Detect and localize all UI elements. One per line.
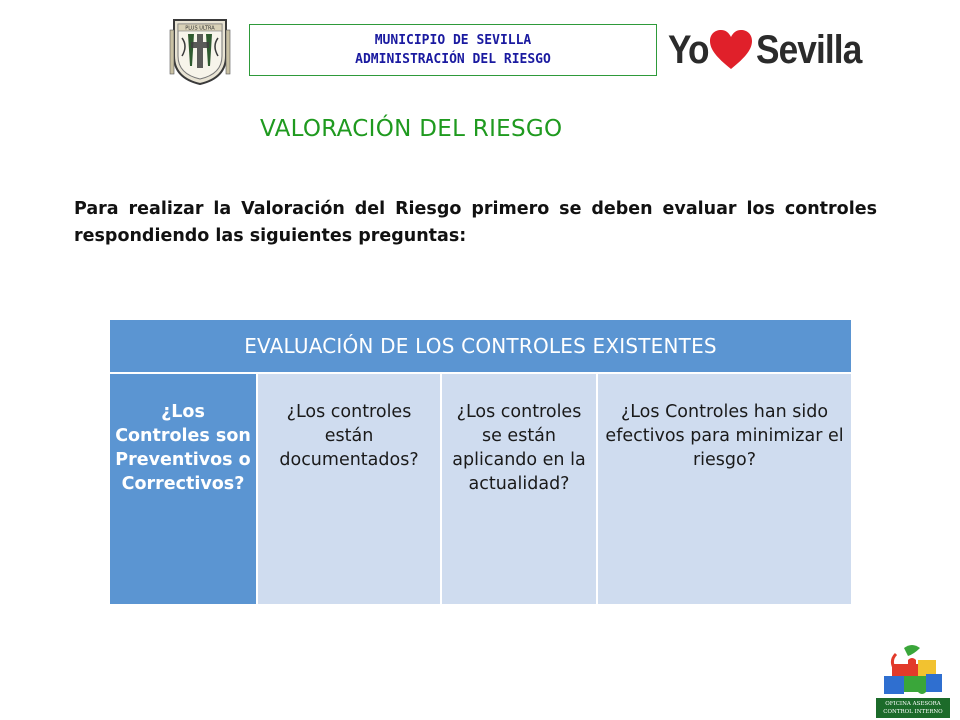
- question-documented: ¿Los controles están documentados?: [257, 373, 441, 604]
- header-line-administration: ADMINISTRACIÓN DEL RIESGO: [355, 52, 551, 67]
- table-row: [110, 373, 851, 604]
- question-preventive-corrective: ¿Los Controles son Preventivos o Correctivos?: [110, 373, 257, 604]
- brand-sevilla-text: Sevilla: [756, 27, 862, 72]
- header-line-municipality: MUNICIPIO DE SEVILLA: [374, 33, 532, 48]
- crest-motto: PLUS ULTRA: [185, 25, 215, 32]
- municipality-header-box: [249, 24, 657, 76]
- office-caption-line2: CONTROL INTERNO: [883, 709, 943, 715]
- question-effective: ¿Los Controles han sido efectivos para minimizar el riesgo?: [597, 373, 851, 604]
- intro-paragraph: Para realizar la Valoración del Riesgo primero se deben evaluar los controles respondiendo las siguientes preguntas:: [74, 199, 877, 246]
- coat-of-arms-logo: [168, 16, 232, 86]
- controls-evaluation-table: [110, 320, 851, 604]
- office-caption-line1: OFICINA ASESORA: [885, 701, 941, 707]
- office-logo-caption: [876, 698, 950, 718]
- table-header: EVALUACIÓN DE LOS CONTROLES EXISTENTES: [110, 320, 851, 373]
- heart-icon: [708, 29, 754, 71]
- page-title: VALORACIÓN DEL RIESGO: [260, 116, 563, 142]
- brand-yo-text: Yo: [668, 27, 709, 72]
- question-applied-currently: ¿Los controles se están aplicando en la actualidad?: [441, 373, 597, 604]
- yo-sevilla-brand-logo: [668, 20, 876, 80]
